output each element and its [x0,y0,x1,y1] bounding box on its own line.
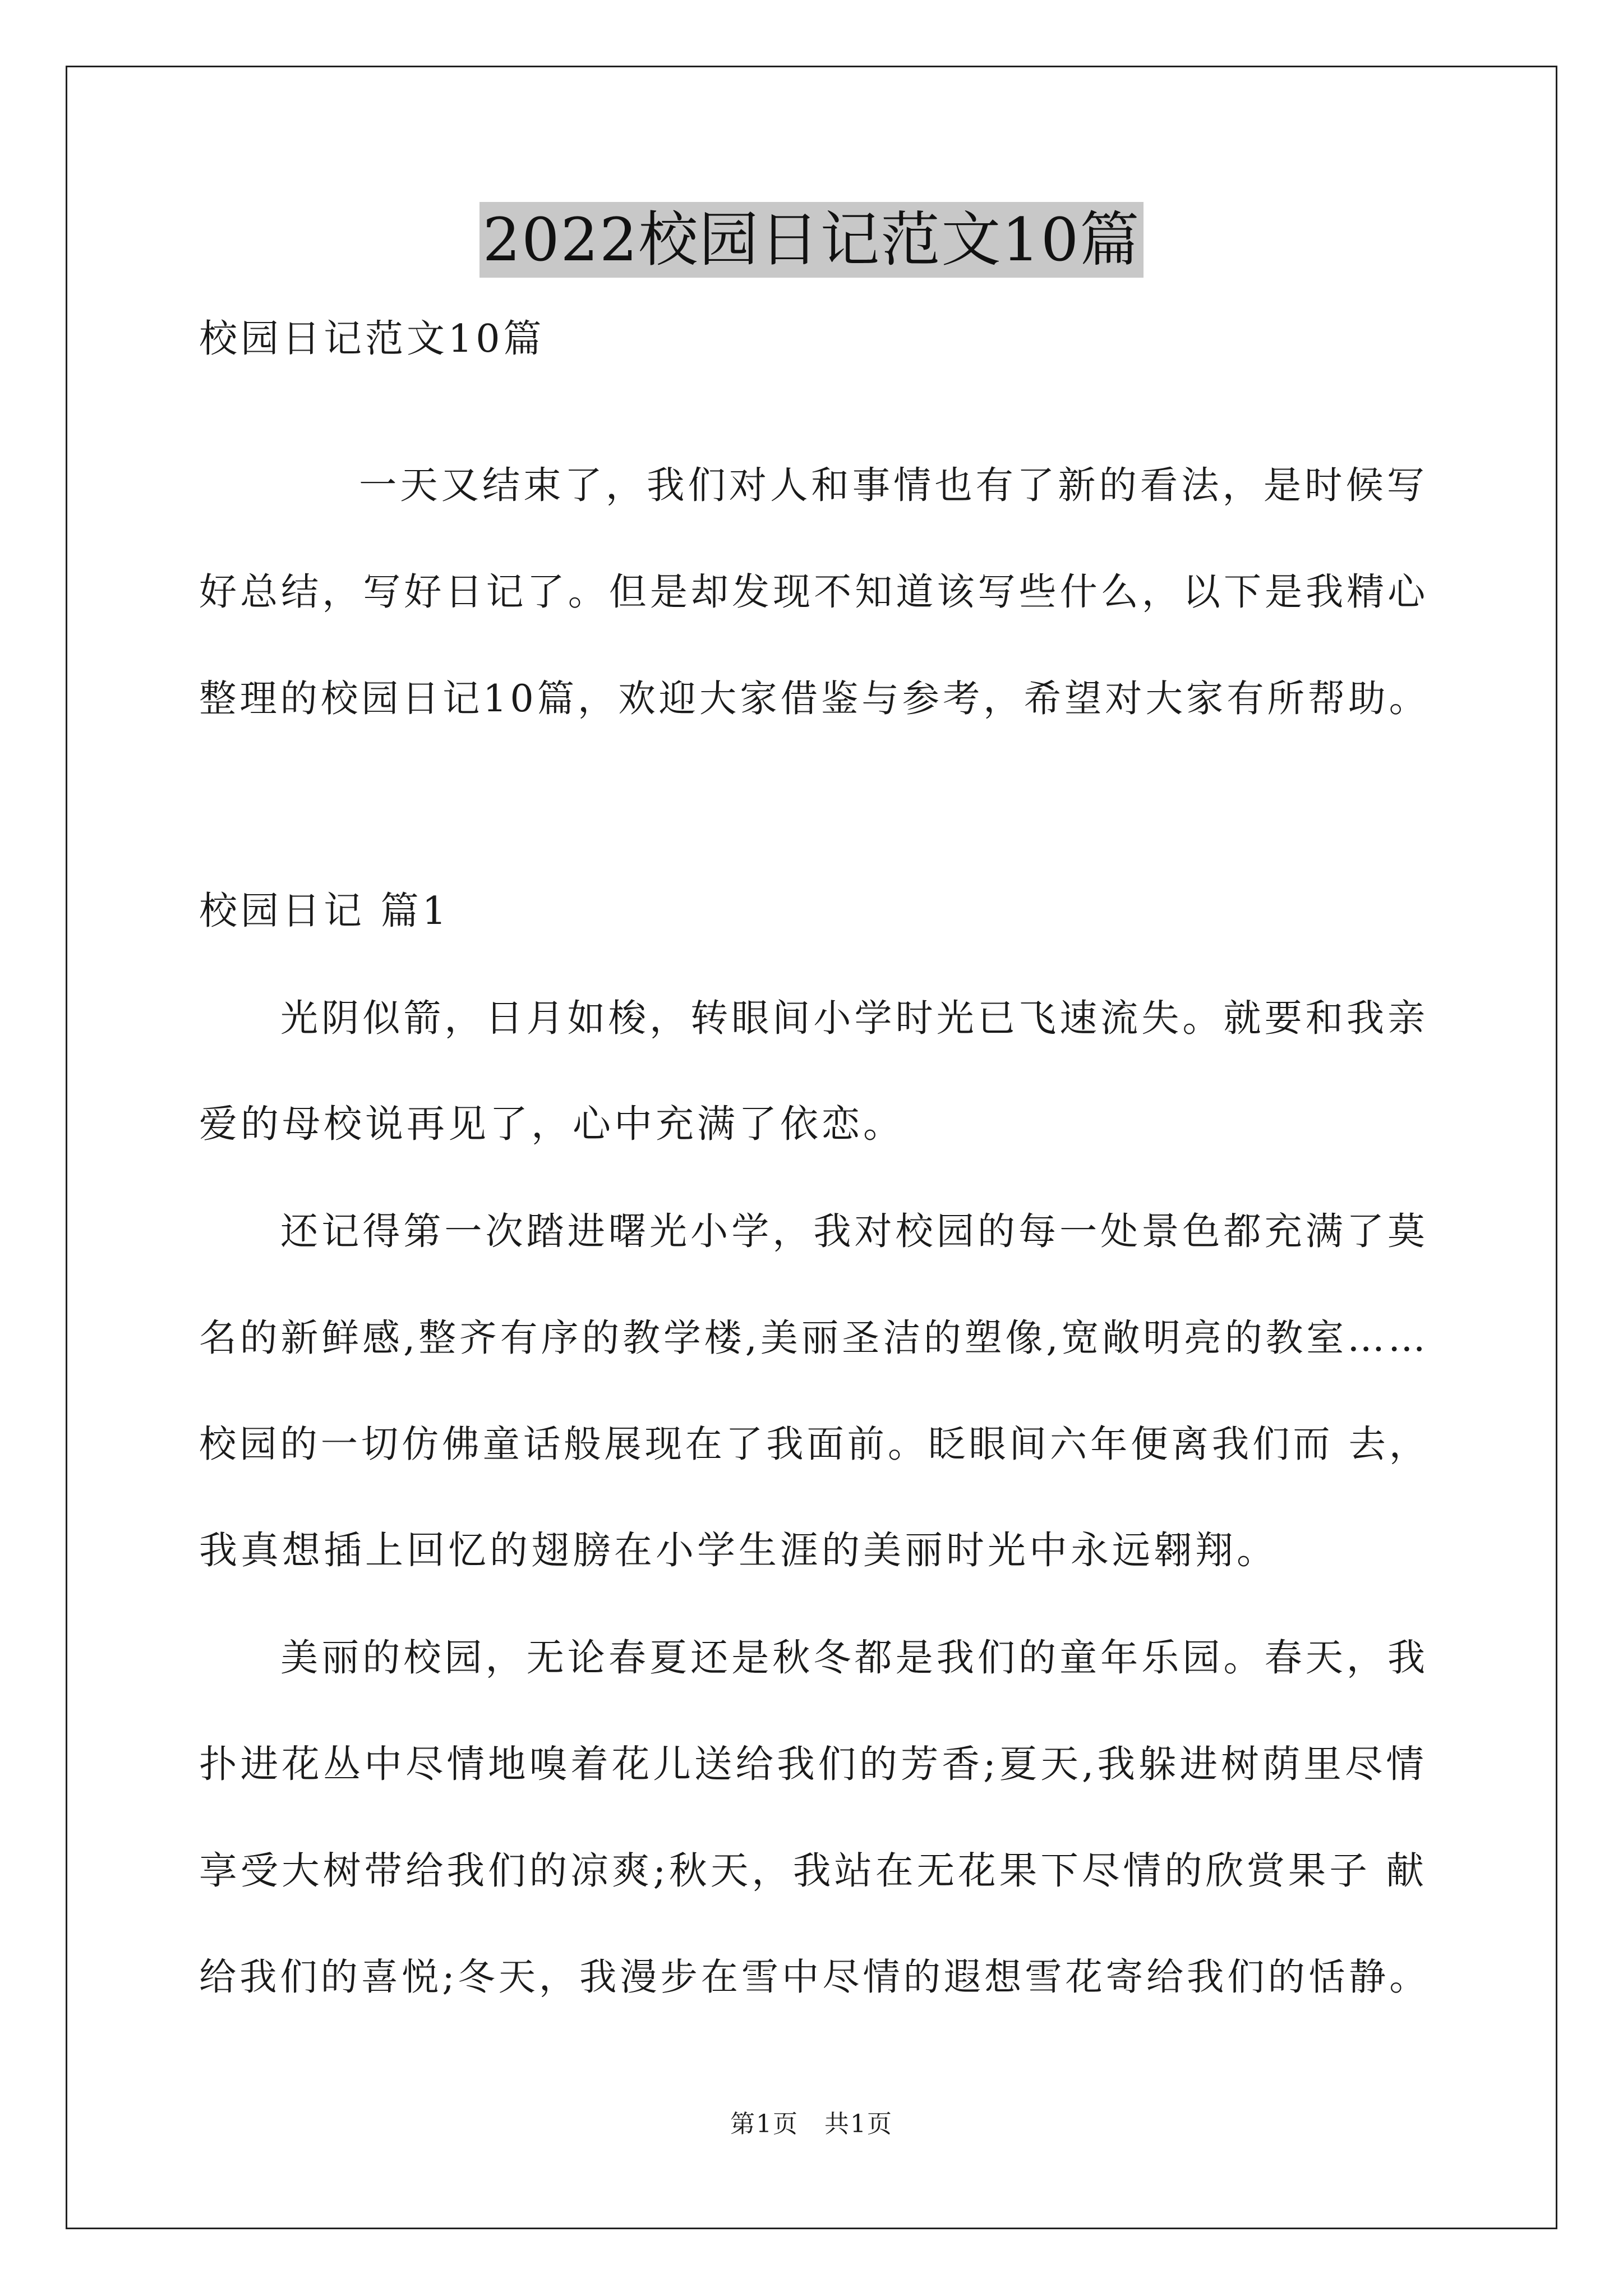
section-heading: 校园日记 篇1 [199,889,450,933]
body-line-10: 给我们的喜悦;冬天，我漫步在雪中尽情的遐想雪花寄给我们的恬静。 [199,1955,1430,1999]
body-line-1: 光阴似箭，日月如梭，转眼间小学时光已飞速流失。就要和我亲 [280,996,1429,1040]
document-title: 2022校园日记范文10篇 [479,202,1144,278]
body-line-5: 校园的一切仿佛童话般展现在了我面前。眨眼间六年便离我们而 去， [199,1423,1430,1466]
page-footer: 第1页 共1页 [730,2110,893,2138]
intro-line-2: 好总结，写好日记了。但是却发现不知道该写些什么，以下是我精心 [199,570,1429,614]
title-container [0,202,1623,278]
body-line-9: 享受大树带给我们的凉爽;秋天，我站在无花果下尽情的欣赏果子 献 [199,1848,1428,1893]
body-line-4: 名的新鲜感,整齐有序的教学楼,美丽圣洁的塑像,宽敞明亮的教室…… [199,1316,1429,1360]
body-line-6: 我真想插上回忆的翅膀在小学生涯的美丽时光中永远翱翔。 [199,1529,1279,1573]
body-line-3: 还记得第一次踏进曙光小学，我对校园的每一处景色都充满了莫 [280,1209,1429,1253]
intro-line-1: 一天又结束了，我们对人和事情也有了新的看法，是时候写 [359,463,1428,507]
body-line-2: 爱的母校说再见了，心中充满了依恋。 [199,1102,905,1147]
body-line-7: 美丽的校园，无论春夏还是秋冬都是我们的童年乐园。春天，我 [280,1636,1429,1680]
body-line-8: 扑进花丛中尽情地嗅着花儿送给我们的芳香;夏天,我躲进树荫里尽情 [199,1742,1428,1786]
intro-line-3: 整理的校园日记10篇，欢迎大家借鉴与参考，希望对大家有所帮助。 [199,677,1430,720]
subtitle: 校园日记范文10篇 [199,317,545,361]
